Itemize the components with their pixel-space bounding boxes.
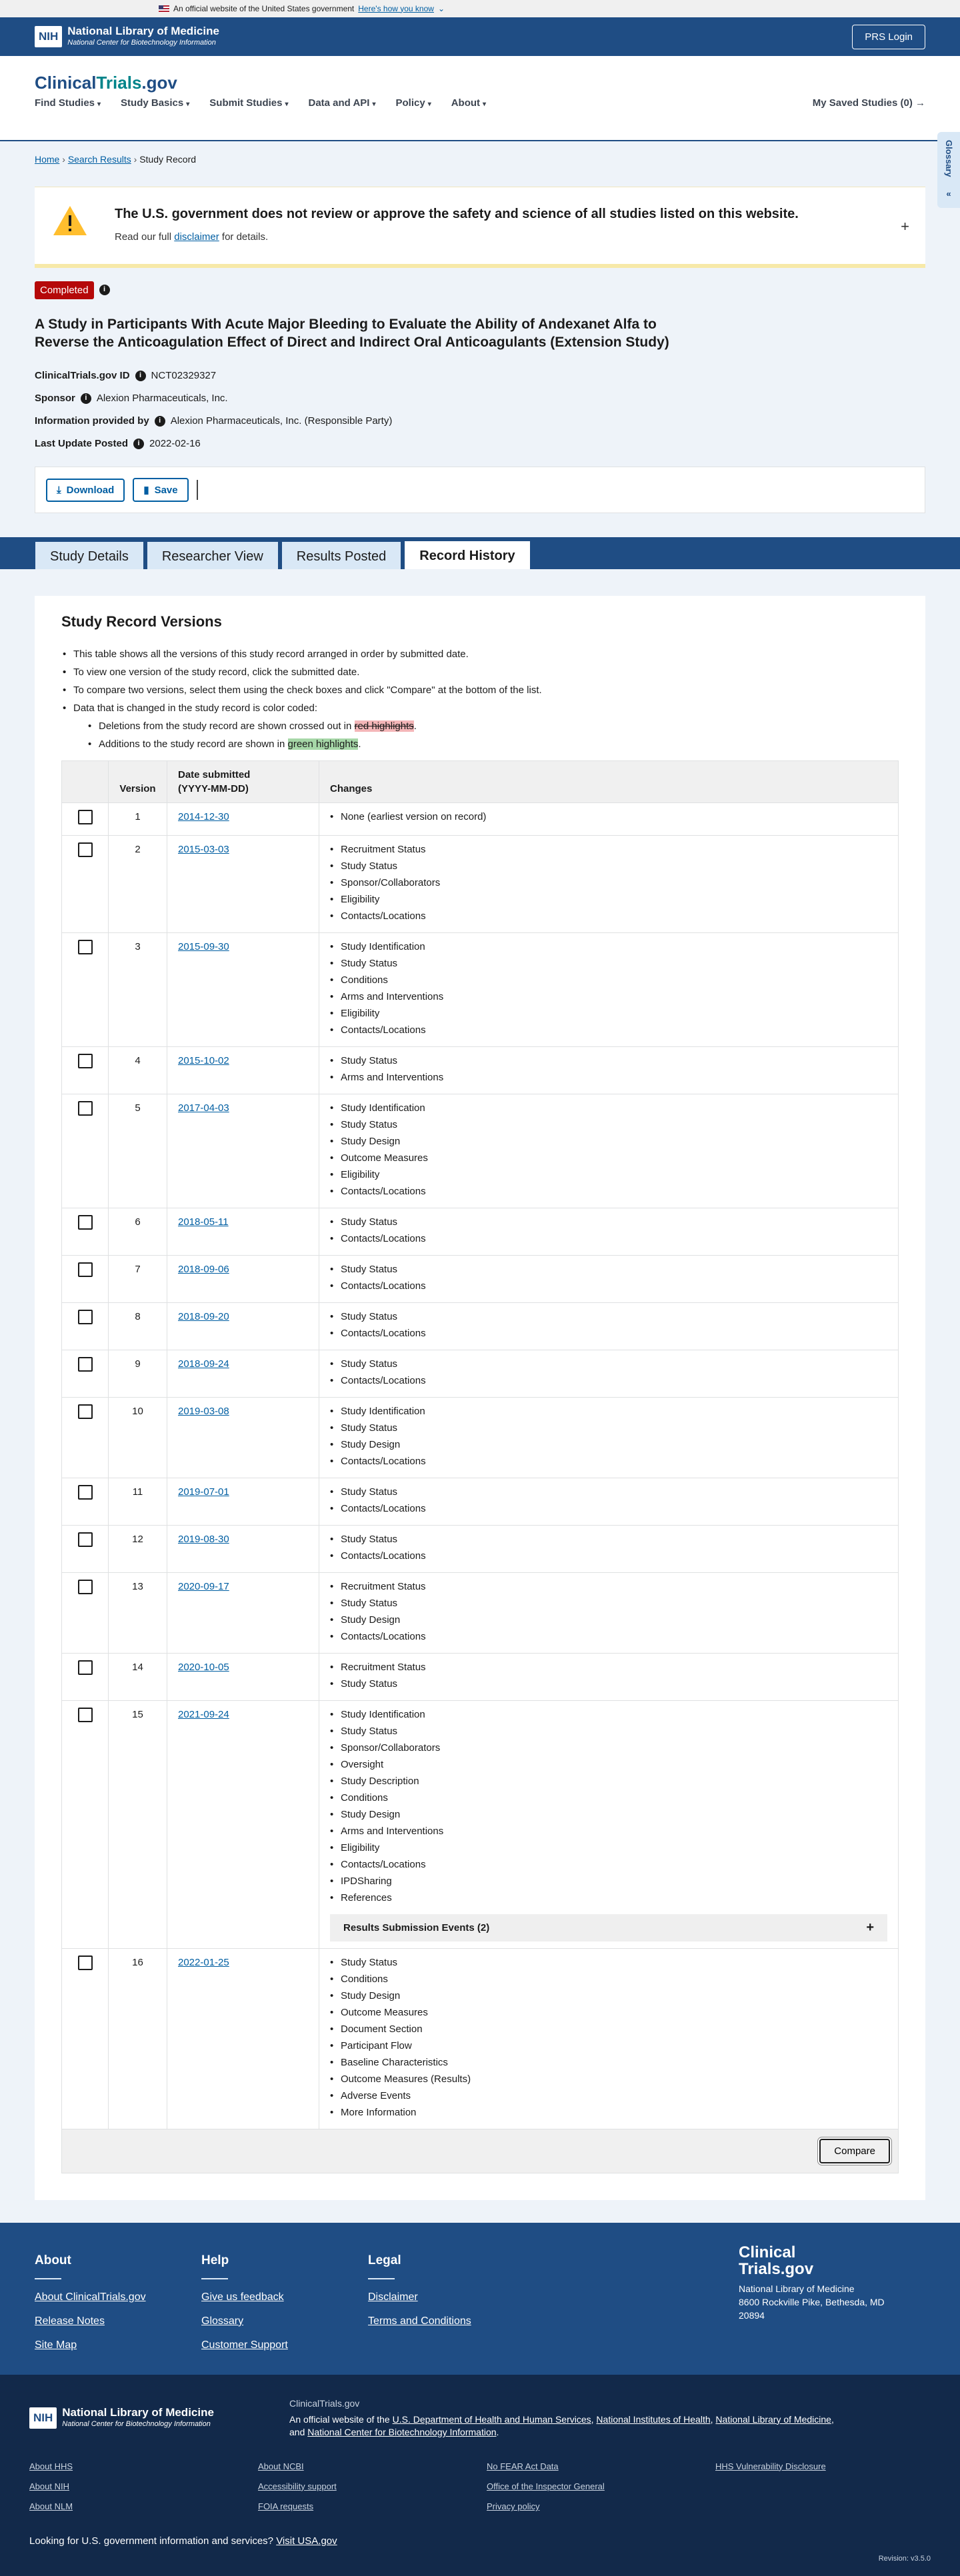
sponsor-label: Sponsor — [35, 393, 75, 405]
change-item: • Study Status — [330, 1357, 887, 1371]
change-item: • Baseline Characteristics — [330, 2055, 887, 2069]
nlm-description: ClinicalTrials.gov An official website of the U.S. Department of Health and Human Services, National Institutes of Health, National Library of Medicine, and National Center for Biotechnology Information. — [289, 2397, 834, 2438]
version-checkbox[interactable] — [78, 1310, 93, 1324]
version-row — [62, 1653, 899, 1700]
glossary-label: Glossary — [944, 140, 955, 177]
warning-icon — [52, 205, 88, 237]
change-item: • Document Section — [330, 2022, 887, 2036]
info-icon[interactable]: i — [135, 371, 146, 381]
version-checkbox[interactable] — [78, 1580, 93, 1594]
changes-list — [330, 842, 887, 923]
change-item: • Study Design — [330, 1134, 887, 1148]
chevron-down-icon: ▾ — [427, 101, 431, 108]
footer-link[interactable]: Release Notes — [35, 2315, 105, 2327]
change-item: • Study Status — [330, 1955, 887, 1969]
intro-text: • Data that is changed in the study record is color coded: • Deletions from the study record are shown crossed out in red highlights. • Additions to the study record are shown in green highlights. — [61, 701, 899, 751]
version-row — [62, 1948, 899, 2129]
changes-list — [330, 1708, 887, 1905]
change-item: • None (earliest version on record) — [330, 810, 887, 824]
change-item: • Eligibility — [330, 1841, 887, 1855]
version-row — [62, 1700, 899, 1948]
last-update-value: 2022-02-16 — [149, 438, 201, 450]
version-row — [62, 1478, 899, 1525]
change-item: • Contacts/Locations — [330, 1232, 887, 1246]
main-nav — [35, 96, 925, 110]
version-date-link[interactable]: 2015-09-30 — [178, 940, 229, 952]
address-line: 8600 Rockville Pike, Bethesda, MD — [739, 2296, 885, 2307]
compare-button[interactable]: Compare — [819, 2139, 890, 2163]
change-item: • Contacts/Locations — [330, 1374, 887, 1388]
nlm-site: ClinicalTrials.gov — [289, 2397, 360, 2409]
gov-banner-text: An official website of the United States government — [173, 3, 355, 13]
nav-item-study-basics[interactable]: Study Basics ▾ — [121, 97, 190, 109]
change-item: • Contacts/Locations — [330, 909, 887, 923]
version-number: 15 — [109, 1700, 167, 1948]
version-number: 8 — [109, 1302, 167, 1350]
version-checkbox[interactable] — [78, 810, 93, 824]
site-footer — [0, 2223, 960, 2375]
change-item: • Study Design — [330, 1989, 887, 2003]
change-item: • Study Design — [330, 1613, 887, 1627]
col-changes: Changes — [319, 760, 899, 802]
last-update-label: Last Update Posted — [35, 438, 129, 450]
change-item: • Sponsor/Collaborators — [330, 1741, 887, 1755]
site-header — [0, 56, 960, 141]
col-date: Date submitted (YYYY-MM-DD) — [167, 760, 319, 802]
clinicaltrials-logo[interactable]: ClinicalTrials.gov — [35, 73, 177, 93]
change-item: • Study Description — [330, 1774, 887, 1788]
version-row — [62, 1572, 899, 1653]
prs-login-button[interactable]: PRS Login — [852, 25, 925, 49]
spacer — [715, 2481, 944, 2493]
version-number: 4 — [109, 1046, 167, 1094]
usa-gov-line: Looking for U.S. government information and services? Visit USA.gov — [29, 2535, 337, 2547]
nlm-footer-link[interactable]: Office of the Inspector General — [487, 2481, 605, 2491]
hhs-link[interactable]: U.S. Department of Health and Human Services — [392, 2413, 591, 2425]
footer-link[interactable]: Site Map — [35, 2339, 77, 2351]
version-date-link[interactable]: 2014-12-30 — [178, 810, 229, 822]
change-item: • Study Status — [330, 1118, 887, 1132]
version-checkbox[interactable] — [78, 940, 93, 954]
change-item: • Recruitment Status — [330, 842, 887, 856]
version-number: 5 — [109, 1094, 167, 1208]
nih-link[interactable]: National Institutes of Health — [596, 2413, 711, 2425]
nlm-links — [29, 2461, 931, 2513]
change-item: • Contacts/Locations — [330, 1549, 887, 1563]
footer-logo[interactable]: Clinical Trials.gov — [739, 2243, 814, 2279]
change-item: • Study Status — [330, 1485, 887, 1499]
divider — [35, 2278, 61, 2279]
info-icon[interactable]: i — [81, 393, 91, 404]
info-provided-value: Alexion Pharmaceuticals, Inc. (Responsible Party) — [170, 415, 393, 427]
nlm-footer-link[interactable]: About NIH — [29, 2481, 69, 2491]
change-item: • Study Identification — [330, 940, 887, 954]
version-number: 3 — [109, 932, 167, 1046]
version-date-link[interactable]: 2019-08-30 — [178, 1533, 229, 1545]
bookmark-icon: ▮ — [143, 485, 149, 497]
footer-col-about — [35, 2252, 201, 2351]
revision: Revision: v3.5.0 — [878, 2554, 931, 2563]
changes-list — [330, 1404, 887, 1468]
version-date-link[interactable]: 2020-10-05 — [178, 1661, 229, 1673]
glossary-tab[interactable] — [937, 132, 960, 208]
change-item: • Recruitment Status — [330, 1580, 887, 1594]
change-item: • Contacts/Locations — [330, 1502, 887, 1516]
arrow-right-icon: → — [915, 97, 925, 109]
version-number: 6 — [109, 1208, 167, 1255]
change-item: • Study Identification — [330, 1708, 887, 1722]
chevron-down-icon: ⌄ — [437, 3, 445, 13]
gov-banner — [0, 0, 960, 17]
version-number: 7 — [109, 1255, 167, 1302]
nih-bar — [0, 17, 960, 56]
nlm-footer-link[interactable]: HHS Vulnerability Disclosure — [715, 2461, 826, 2471]
action-bar — [35, 467, 925, 513]
intro-list — [61, 647, 899, 751]
change-item: • Eligibility — [330, 892, 887, 906]
change-item: • Study Identification — [330, 1404, 887, 1418]
version-row — [62, 1302, 899, 1350]
version-row — [62, 802, 899, 835]
version-number: 14 — [109, 1653, 167, 1700]
chevron-down-icon: ▾ — [372, 101, 376, 108]
study-tabs — [0, 537, 960, 569]
address-line: National Library of Medicine — [739, 2283, 855, 2295]
changes-list — [330, 1215, 887, 1246]
version-date-link[interactable]: 2019-03-08 — [178, 1405, 229, 1417]
change-item: • Study Status — [330, 1532, 887, 1546]
changes-list — [330, 1101, 887, 1198]
change-item: • Study Status — [330, 859, 887, 873]
nlm-footer-link[interactable]: Privacy policy — [487, 2501, 540, 2512]
info-icon[interactable]: i — [99, 285, 110, 295]
change-item: • Contacts/Locations — [330, 1184, 887, 1198]
version-row — [62, 1255, 899, 1302]
version-date-link[interactable]: 2022-01-25 — [178, 1956, 229, 1968]
disclaimer-link[interactable]: disclaimer — [174, 231, 219, 243]
version-checkbox[interactable] — [78, 1660, 93, 1675]
version-checkbox[interactable] — [78, 1532, 93, 1547]
footer-heading: About — [35, 2253, 71, 2267]
changes-list — [330, 1955, 887, 2119]
changes-list — [330, 1054, 887, 1084]
divider — [201, 2278, 228, 2279]
version-date-link[interactable]: 2019-07-01 — [178, 1486, 229, 1498]
changes-list — [330, 810, 887, 824]
change-item: • Study Status — [330, 1310, 887, 1324]
change-item: • Conditions — [330, 973, 887, 987]
changes-list — [330, 1660, 887, 1691]
heres-how-link[interactable]: Here's how you know — [358, 3, 434, 13]
info-icon[interactable]: i — [155, 416, 165, 427]
change-item: • Sponsor/Collaborators — [330, 876, 887, 890]
change-item: • Arms and Interventions — [330, 990, 887, 1004]
nct-id: NCT02329327 — [151, 370, 217, 382]
version-checkbox[interactable] — [78, 1404, 93, 1419]
sponsor-value: Alexion Pharmaceuticals, Inc. — [96, 393, 228, 405]
change-item: • Study Status — [330, 956, 887, 970]
version-date-link[interactable]: 2018-09-24 — [178, 1358, 229, 1370]
plus-icon: + — [866, 1920, 874, 1935]
version-number: 13 — [109, 1572, 167, 1653]
version-date-link[interactable]: 2021-09-24 — [178, 1708, 229, 1720]
study-meta — [35, 369, 925, 451]
nlm-footer — [0, 2375, 960, 2576]
change-item: • Eligibility — [330, 1168, 887, 1182]
nlm-link[interactable]: National Library of Medicine — [715, 2413, 831, 2425]
expand-plus-icon[interactable]: + — [901, 217, 909, 235]
change-item: • Outcome Measures (Results) — [330, 2072, 887, 2086]
chevron-down-icon: ▾ — [97, 101, 101, 108]
version-number: 16 — [109, 1948, 167, 2129]
change-item: • Recruitment Status — [330, 1660, 887, 1674]
changes-list — [330, 1357, 887, 1388]
nlm-footer-link[interactable]: About HHS — [29, 2461, 73, 2471]
tab-results-posted[interactable]: Results Posted — [281, 541, 402, 569]
version-row — [62, 1525, 899, 1572]
nlm-footer-link[interactable]: About NLM — [29, 2501, 73, 2512]
breadcrumb-home[interactable]: Home — [35, 154, 60, 165]
divider — [368, 2278, 395, 2279]
address-line: 20894 — [739, 2309, 765, 2321]
changes-list — [330, 940, 887, 1037]
change-item: • IPDSharing — [330, 1874, 887, 1888]
versions-heading: Study Record Versions — [61, 613, 222, 631]
deletions-legend: • Deletions from the study record are shown crossed out in red highlights. — [87, 719, 899, 733]
change-item: • Study Status — [330, 1677, 887, 1691]
change-item: • Oversight — [330, 1758, 887, 1772]
info-icon[interactable]: i — [133, 439, 144, 449]
status-badge: Completed — [35, 281, 94, 299]
footer-link[interactable]: Give us feedback — [201, 2291, 284, 2303]
changes-list — [330, 1580, 887, 1644]
download-icon: ⤓ — [57, 484, 61, 496]
footer-heading: Legal — [368, 2253, 401, 2267]
change-item: • Study Status — [330, 1596, 887, 1610]
ncbi-subtitle: National Center for Biotechnology Information — [67, 38, 216, 47]
change-item: • Study Status — [330, 1054, 887, 1068]
version-row — [62, 1094, 899, 1208]
change-item: • Outcome Measures — [330, 2005, 887, 2019]
nav-item-policy[interactable]: Policy ▾ — [395, 97, 431, 109]
change-item: • References — [330, 1891, 887, 1905]
info-provided-label: Information provided by — [35, 415, 149, 427]
us-flag-icon — [159, 5, 169, 13]
breadcrumb-search-results[interactable]: Search Results — [67, 154, 131, 165]
version-date-link[interactable]: 2017-04-03 — [178, 1102, 229, 1114]
id-label: ClinicalTrials.gov ID — [35, 370, 130, 382]
version-date-link[interactable]: 2018-09-06 — [178, 1263, 229, 1275]
footer-link[interactable]: Terms and Conditions — [368, 2315, 471, 2327]
version-date-link[interactable]: 2015-03-03 — [178, 843, 229, 855]
version-number: 10 — [109, 1397, 167, 1478]
version-row — [62, 1208, 899, 1255]
version-checkbox[interactable] — [78, 1955, 93, 1970]
change-item: • Study Identification — [330, 1101, 887, 1115]
changes-list — [330, 1262, 887, 1293]
status-row — [35, 281, 925, 299]
footer-link[interactable]: About ClinicalTrials.gov — [35, 2291, 146, 2303]
footer-heading: Help — [201, 2253, 229, 2267]
footer-link[interactable]: Customer Support — [201, 2339, 288, 2351]
changes-list — [330, 1310, 887, 1340]
change-item: • Study Design — [330, 1438, 887, 1452]
nlm-footer-link[interactable]: About NCBI — [258, 2461, 304, 2471]
results-submission-events[interactable]: Results Submission Events (2) + — [330, 1914, 887, 1941]
footer-link[interactable]: Disclaimer — [368, 2291, 418, 2303]
change-item: • Contacts/Locations — [330, 1858, 887, 1872]
change-item: • Conditions — [330, 1791, 887, 1805]
divider — [197, 480, 198, 500]
changes-list — [330, 1485, 887, 1516]
nih-badge: NIH — [35, 26, 62, 47]
intro-text: • This table shows all the versions of this study record arranged in order by submitted date. — [61, 647, 899, 661]
version-date-link[interactable]: 2020-09-17 — [178, 1580, 229, 1592]
version-date-link[interactable]: 2015-10-02 — [178, 1054, 229, 1066]
change-item: • Adverse Events — [330, 2089, 887, 2103]
double-chevron-left-icon: « — [946, 188, 951, 199]
nlm-title: National Library of Medicine — [62, 2406, 214, 2419]
ncbi-link[interactable]: National Center for Biotechnology Information — [307, 2427, 497, 2438]
usa-gov-link[interactable]: Visit USA.gov — [276, 2535, 337, 2547]
version-checkbox[interactable] — [78, 1357, 93, 1372]
intro-text: • To compare two versions, select them using the check boxes and click "Compare" at the bottom of the list. — [61, 683, 899, 697]
intro-text: • • To view one version of the study record, click the submitted date. — [61, 665, 899, 679]
footer-col-help — [201, 2252, 368, 2351]
nav-item-submit-studies[interactable]: Submit Studies ▾ — [209, 97, 289, 109]
footer-link[interactable]: Glossary — [201, 2315, 244, 2327]
change-item: • Study Status — [330, 1215, 887, 1229]
change-item: • Contacts/Locations — [330, 1454, 887, 1468]
footer-col-legal — [368, 2252, 535, 2348]
change-item: • Arms and Interventions — [330, 1824, 887, 1838]
version-date-link[interactable]: 2018-09-20 — [178, 1310, 229, 1322]
version-checkbox[interactable] — [78, 1485, 93, 1500]
intro-sub — [61, 665, 899, 751]
nlm-footer-link[interactable]: Accessibility support — [258, 2481, 337, 2491]
version-number: 1 — [109, 802, 167, 835]
chevron-down-icon: ▾ — [285, 101, 289, 108]
change-item: • Outcome Measures — [330, 1151, 887, 1165]
nlm-footer-link[interactable]: FOIA requests — [258, 2501, 314, 2512]
col-version: Version — [109, 760, 167, 802]
version-row — [62, 1046, 899, 1094]
nlm-footer-link[interactable]: No FEAR Act Data — [487, 2461, 559, 2471]
version-number: 11 — [109, 1478, 167, 1525]
change-item: • Contacts/Locations — [330, 1326, 887, 1340]
spacer — [715, 2501, 944, 2513]
change-item: • Contacts/Locations — [330, 1023, 887, 1037]
additions-legend: • Additions to the study record are shown in green highlights. — [87, 737, 899, 751]
version-checkbox[interactable] — [78, 1215, 93, 1230]
nlm-title: National Library of Medicine — [67, 24, 219, 37]
change-item: • Eligibility — [330, 1006, 887, 1020]
chevron-down-icon: ▾ — [186, 101, 190, 108]
change-item: • Participant Flow — [330, 2039, 887, 2053]
change-item: • Study Status — [330, 1421, 887, 1435]
save-button[interactable]: ▮ Save — [133, 478, 188, 502]
change-item: • Study Status — [330, 1724, 887, 1738]
version-number: 9 — [109, 1350, 167, 1397]
change-item: • Contacts/Locations — [330, 1279, 887, 1293]
version-checkbox[interactable] — [78, 1054, 93, 1068]
nlm-logo[interactable] — [35, 25, 219, 48]
breadcrumb: Home › Search Results › Study Record — [35, 154, 197, 165]
change-item: • Conditions — [330, 1972, 887, 1986]
version-row — [62, 932, 899, 1046]
version-row — [62, 835, 899, 932]
ncbi-subtitle: National Center for Biotechnology Information — [62, 2420, 211, 2429]
version-checkbox[interactable] — [78, 1262, 93, 1277]
nlm-footer-logo[interactable] — [29, 2397, 263, 2439]
change-item: • Contacts/Locations — [330, 1630, 887, 1644]
change-item: • More Information — [330, 2105, 887, 2119]
version-number: 2 — [109, 835, 167, 932]
nav-item-about[interactable]: About ▾ — [451, 97, 487, 109]
tab-researcher-view[interactable]: Researcher View — [147, 541, 279, 569]
change-item: • Study Design — [330, 1808, 887, 1822]
footer-address — [739, 2244, 885, 2322]
download-button[interactable]: ⤓ Download — [46, 479, 125, 502]
breadcrumb-current: Study Record — [139, 154, 197, 165]
change-item: • Arms and Interventions — [330, 1070, 887, 1084]
version-row — [62, 1397, 899, 1478]
record-history-panel — [35, 596, 925, 2200]
changes-list — [330, 1532, 887, 1563]
change-item: • Study Status — [330, 1262, 887, 1276]
version-date-link[interactable]: 2018-05-11 — [178, 1216, 229, 1228]
version-row — [62, 1350, 899, 1397]
nav-item-find-studies[interactable]: Find Studies ▾ — [35, 97, 101, 109]
version-number: 12 — [109, 1525, 167, 1572]
chevron-down-icon: ▾ — [483, 101, 487, 108]
saved-studies-link[interactable]: My Saved Studies (0) → — [812, 97, 925, 109]
tab-study-details[interactable]: Study Details — [35, 541, 144, 569]
version-checkbox[interactable] — [78, 1101, 93, 1116]
version-checkbox[interactable] — [78, 842, 93, 857]
version-checkbox[interactable] — [78, 1708, 93, 1722]
nav-item-data-and-api[interactable]: Data and API ▾ — [308, 97, 376, 109]
study-title: A Study in Participants With Acute Major Bleeding to Evaluate the Ability of Andexanet Alfa to Reverse the Anticoagulation Effect of Direct and Indirect Oral Anticoagulants (Extension Study) — [35, 316, 669, 350]
alert-title: The U.S. government does not review or approve the safety and science of all studies listed on this website. — [115, 206, 799, 221]
nih-badge: NIH — [29, 2407, 57, 2429]
disclaimer-alert: The U.S. government does not review or approve the safety and science of all studies listed on this website. Read our full disclaimer for details. + — [35, 187, 925, 268]
tab-record-history[interactable]: Record History — [404, 539, 530, 569]
versions-table — [61, 760, 899, 2173]
